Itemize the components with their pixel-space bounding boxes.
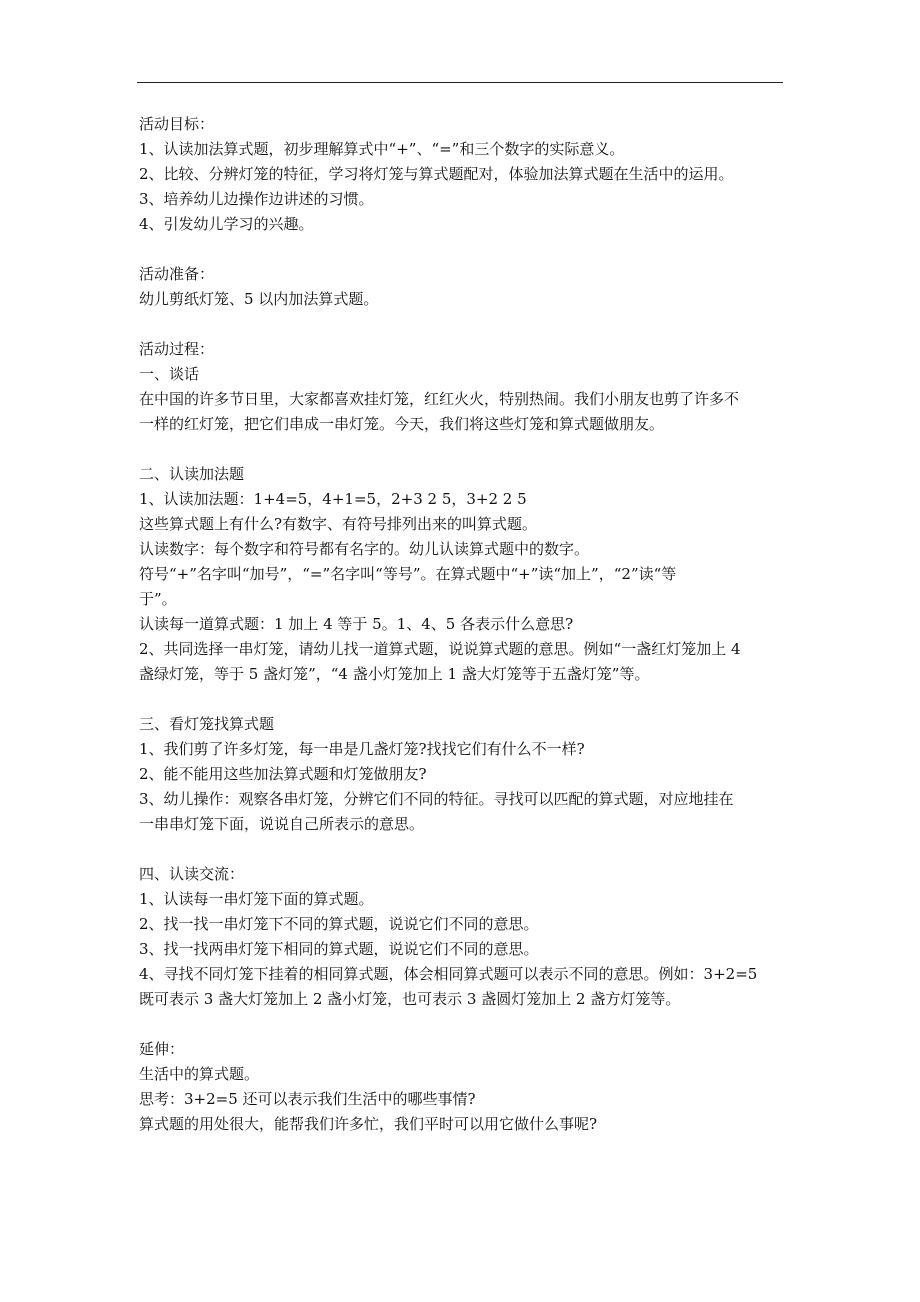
section-gap — [139, 237, 789, 262]
text-line: 一、谈话 — [139, 365, 200, 383]
section-preparation — [139, 262, 789, 312]
text-line: 2、共同选择一串灯笼，请幼儿找一道算式题，说说算式题的意思。例如“一盏红灯笼加上 4 — [139, 640, 741, 658]
text-line: 认读每一道算式题：1 加上 4 等于 5。1、4、5 各表示什么意思? — [139, 615, 574, 633]
text-line: 1、我们剪了许多灯笼，每一串是几盏灯笼?找找它们有什么不一样? — [139, 740, 585, 758]
section-heading: 二、认读加法题 — [139, 465, 245, 483]
text-line: 3、找一找两串灯笼下相同的算式题，说说它们不同的意思。 — [139, 940, 539, 958]
section-gap — [139, 837, 789, 862]
section-heading: 四、认读交流： — [139, 865, 245, 883]
text-line: 生活中的算式题。 — [139, 1065, 260, 1083]
text-line: 4、寻找不同灯笼下挂着的相同算式题，体会相同算式题可以表示不同的意思。例如：3+2=5 — [139, 965, 758, 983]
text-line: 4、引发幼儿学习的兴趣。 — [139, 215, 314, 233]
text-line: 这些算式题上有什么?有数字、有符号排列出来的叫算式题。 — [139, 515, 538, 533]
section-heading: 活动目标： — [139, 115, 215, 133]
document-body — [139, 112, 789, 1137]
section-extension — [139, 1037, 789, 1137]
text-line: 1、认读加法题：1+4=5，4+1=5，2+3 2 5，3+2 2 5 — [139, 490, 527, 508]
text-line: 算式题的用处很大，能帮我们许多忙，我们平时可以用它做什么事呢? — [139, 1115, 598, 1133]
text-line: 盏绿灯笼，等于 5 盏灯笼”，“4 盏小灯笼加上 1 盏大灯笼等于五盏灯笼”等。 — [139, 665, 650, 683]
text-line: 2、找一找一串灯笼下不同的算式题，说说它们不同的意思。 — [139, 915, 539, 933]
section-goals — [139, 112, 789, 237]
section-gap — [139, 687, 789, 712]
text-line: 认读数字：每个数字和符号都有名字的。幼儿认读算式题中的数字。 — [139, 540, 590, 558]
text-line: 符号“+”名字叫“加号”，“=”名字叫“等号”。在算式题中“+”读“加上”，“2”读“等 — [139, 565, 677, 583]
text-line: 2、能不能用这些加法算式题和灯笼做朋友? — [139, 765, 427, 783]
section-find-equation — [139, 712, 789, 837]
text-line: 2、比较、分辨灯笼的特征，学习将灯笼与算式题配对，体验加法算式题在生活中的运用。 — [139, 165, 734, 183]
section-heading: 延伸： — [139, 1040, 185, 1058]
text-line: 3、幼儿操作：观察各串灯笼，分辨它们不同的特征。寻找可以匹配的算式题，对应地挂在 — [139, 790, 734, 808]
text-line: 3、培养幼儿边操作边讲述的习惯。 — [139, 190, 374, 208]
header-rule — [137, 82, 783, 83]
section-heading: 三、看灯笼找算式题 — [139, 715, 275, 733]
section-read-addition — [139, 462, 789, 687]
section-gap — [139, 1012, 789, 1037]
text-line: 幼儿剪纸灯笼、5 以内加法算式题。 — [139, 290, 379, 308]
text-line: 一样的红灯笼，把它们串成一串灯笼。今天，我们将这些灯笼和算式题做朋友。 — [139, 415, 665, 433]
section-gap — [139, 312, 789, 337]
text-line: 思考：3+2=5 还可以表示我们生活中的哪些事情? — [139, 1090, 476, 1108]
section-heading: 活动过程： — [139, 340, 215, 358]
section-exchange — [139, 862, 789, 1012]
section-gap — [139, 437, 789, 462]
section-heading: 活动准备： — [139, 265, 215, 283]
text-line: 既可表示 3 盏大灯笼加上 2 盏小灯笼，也可表示 3 盏圆灯笼加上 2 盏方灯笼等。 — [139, 990, 681, 1008]
text-line: 一串串灯笼下面，说说自己所表示的意思。 — [139, 815, 425, 833]
section-process-talk — [139, 337, 789, 437]
text-line: 在中国的许多节日里，大家都喜欢挂灯笼，红红火火，特别热闹。我们小朋友也剪了许多不 — [139, 390, 740, 408]
text-line: 1、认读加法算式题，初步理解算式中“+”、“=”和三个数字的实际意义。 — [139, 140, 625, 158]
text-line: 1、认读每一串灯笼下面的算式题。 — [139, 890, 374, 908]
text-line: 于”。 — [139, 590, 177, 608]
